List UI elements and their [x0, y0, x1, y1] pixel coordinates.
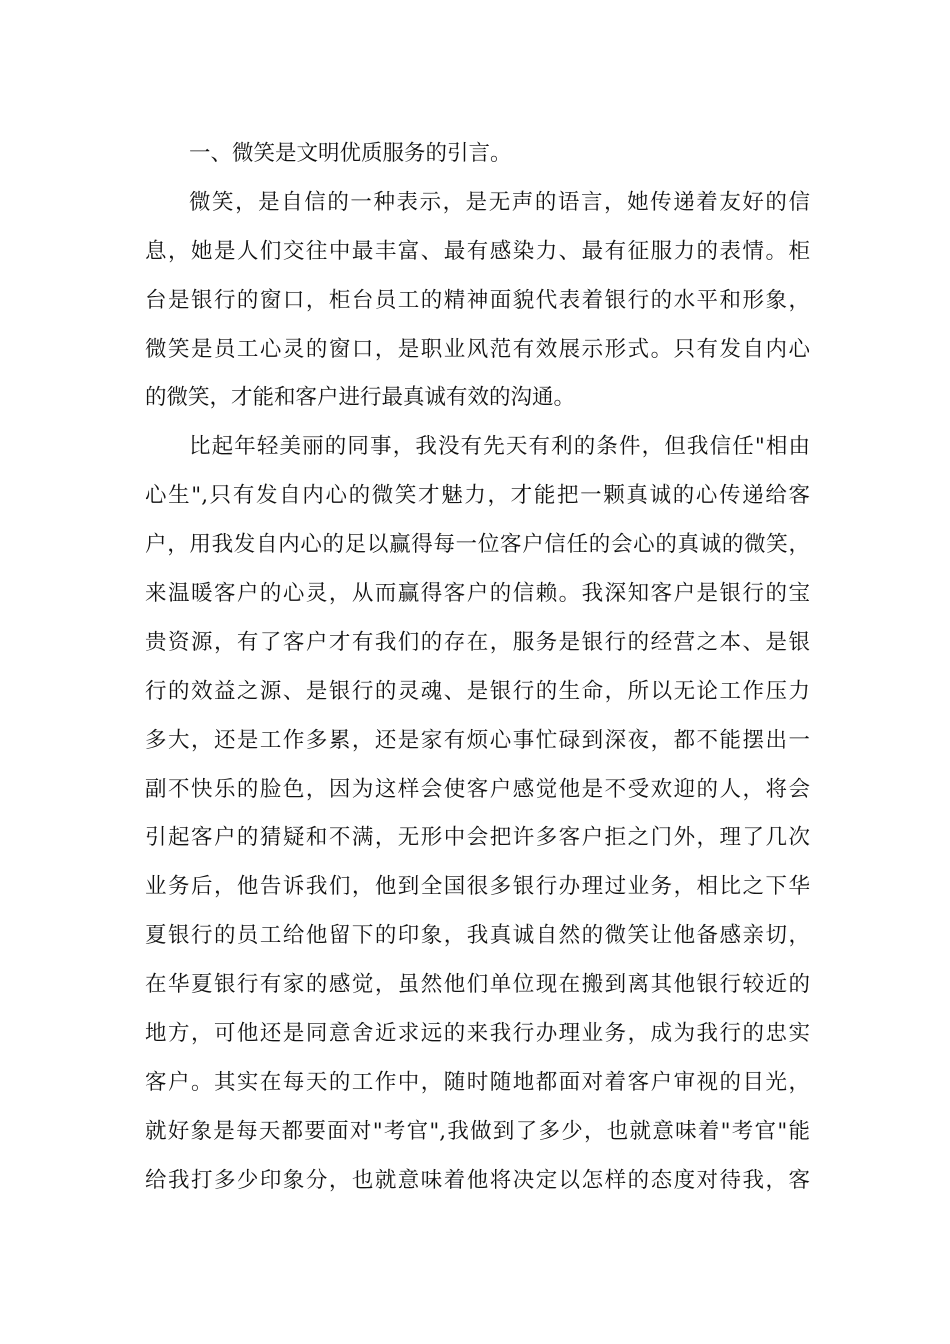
- paragraph-line: 台是银行的窗口，柜台员工的精神面貌代表着银行的水平和形象，: [145, 287, 810, 313]
- paragraph-line: 就好象是每天都要面对"考官",我做到了多少，也就意味着"考官"能: [145, 1118, 810, 1144]
- paragraph-line: 业务后，他告诉我们，他到全国很多银行办理过业务，相比之下华: [145, 874, 810, 900]
- paragraph-line: 引起客户的猜疑和不满，无形中会把许多客户拒之门外，理了几次: [145, 825, 810, 851]
- paragraph-line: 来温暖客户的心灵，从而赢得客户的信赖。我深知客户是银行的宝: [145, 581, 810, 607]
- paragraph-line: 的微笑，才能和客户进行最真诚有效的沟通。: [145, 385, 576, 411]
- paragraph-line: 多大，还是工作多累，还是家有烦心事忙碌到深夜，都不能摆出一: [145, 727, 810, 753]
- paragraph-line: 夏银行的员工给他留下的印象，我真诚自然的微笑让他备感亲切，: [145, 923, 810, 949]
- paragraph-line: 在华夏银行有家的感觉，虽然他们单位现在搬到离其他银行较近的: [145, 972, 810, 998]
- paragraph-line: 户，用我发自内心的足以赢得每一位客户信任的会心的真诚的微笑，: [145, 532, 810, 558]
- paragraph-line: 微笑，是自信的一种表示，是无声的语言，她传递着友好的信: [189, 189, 810, 215]
- document-body: [145, 130, 810, 1206]
- paragraph-line: 微笑是员工心灵的窗口，是职业风范有效展示形式。只有发自内心: [145, 336, 810, 362]
- section-heading: 一、微笑是文明优质服务的引言。: [189, 141, 512, 166]
- paragraph-line: 客户。其实在每天的工作中，随时随地都面对着客户审视的目光，: [145, 1069, 810, 1095]
- paragraph-line: 比起年轻美丽的同事，我没有先天有利的条件，但我信任"相由: [189, 434, 810, 460]
- paragraph-line: 贵资源，有了客户才有我们的存在，服务是银行的经营之本、是银: [145, 629, 810, 655]
- paragraph-line: 行的效益之源、是银行的灵魂、是银行的生命，所以无论工作压力: [145, 678, 810, 704]
- paragraph-line: 地方，可他还是同意舍近求远的来我行办理业务，成为我行的忠实: [145, 1021, 810, 1047]
- paragraph-line: 心生",只有发自内心的微笑才魅力，才能把一颗真诚的心传递给客: [145, 483, 810, 509]
- paragraph-line: 给我打多少印象分，也就意味着他将决定以怎样的态度对待我，客: [145, 1167, 810, 1193]
- paragraph-line: 息，她是人们交往中最丰富、最有感染力、最有征服力的表情。柜: [145, 238, 810, 264]
- paragraph-line: 副不快乐的脸色，因为这样会使客户感觉他是不受欢迎的人，将会: [145, 776, 810, 802]
